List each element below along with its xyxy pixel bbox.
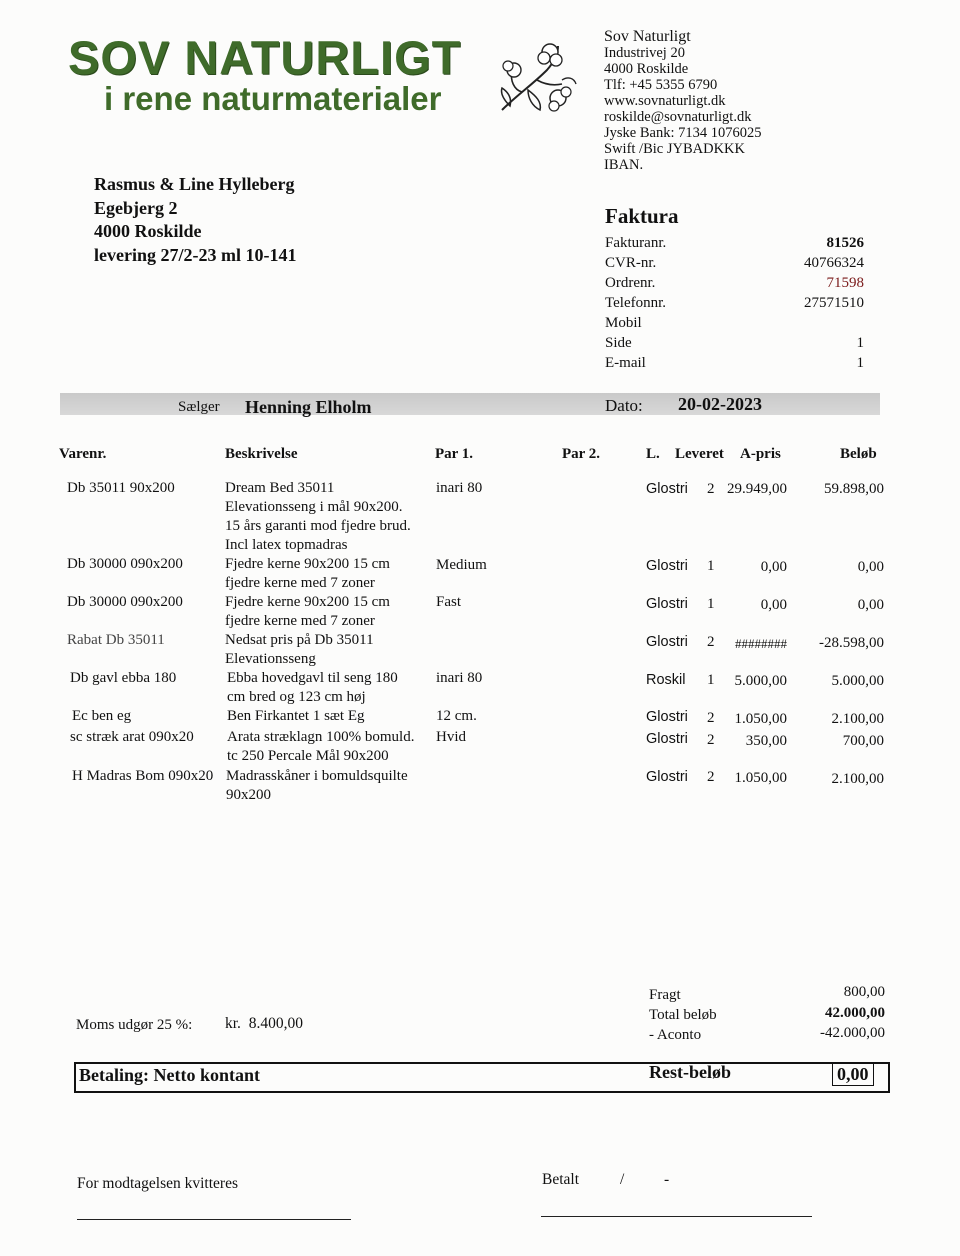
company-email: roskilde@sovnaturligt.dk	[604, 109, 752, 125]
header-delivered: Leveret	[675, 446, 724, 462]
company-address-block	[604, 29, 761, 173]
page-number: 1	[856, 335, 864, 351]
mobile-number	[804, 313, 864, 333]
row-item-no: Rabat Db 35011	[67, 632, 165, 648]
row-item-no: Db 35011 90x200	[67, 480, 175, 496]
desc-line: Incl latex topmadras	[225, 537, 348, 553]
vat-prefix: kr.	[225, 1015, 241, 1032]
desc-line: tc 250 Percale Mål 90x200	[227, 748, 389, 764]
desc-line: fjedre kerne med 7 zoner	[225, 613, 375, 629]
row-item-no: Db 30000 090x200	[67, 556, 183, 572]
row-location: Glostri	[646, 709, 688, 725]
header-par1: Par 1.	[435, 446, 474, 462]
aconto-label: - Aconto	[649, 1027, 702, 1043]
row-amount: 700,00	[842, 733, 884, 749]
payment-terms: Betaling: Netto kontant	[79, 1065, 260, 1085]
row-unit-price: ########	[735, 636, 787, 651]
row-quantity: 2	[707, 769, 715, 785]
row-description	[226, 767, 408, 805]
company-website: www.sovnaturligt.dk	[604, 93, 726, 109]
row-unit-price: 29.949,00	[727, 481, 787, 497]
row-location: Glostri	[646, 596, 688, 612]
row-item-no: Db gavl ebba 180	[70, 670, 177, 686]
desc-line: Fjedre kerne 90x200 15 cm	[225, 594, 390, 610]
row-unit-price: 350,00	[745, 733, 787, 749]
customer-street: Egebjerg 2	[94, 197, 178, 218]
row-par1: Fast	[436, 594, 462, 610]
row-par1: 12 cm.	[436, 708, 477, 724]
row-description	[225, 631, 374, 669]
header-amount: Beløb	[840, 446, 877, 462]
row-description	[225, 479, 411, 555]
paid-signature-line	[541, 1216, 812, 1217]
company-logo-tagline: i rene naturmaterialer	[104, 80, 442, 117]
customer-address-block	[94, 173, 296, 267]
row-description	[227, 728, 414, 766]
desc-line: Elevationsseng	[225, 651, 316, 667]
row-amount: 2.100,00	[831, 771, 884, 787]
row-par1: Medium	[436, 557, 487, 573]
freight-label: Fragt	[649, 987, 681, 1003]
row-quantity: 2	[707, 710, 715, 726]
info-label: Ordrenr.	[605, 275, 656, 291]
row-quantity: 2	[707, 634, 715, 650]
row-amount: 2.100,00	[831, 711, 884, 727]
phone-number: 27571510	[804, 295, 864, 311]
company-swift: Swift /Bic JYBADKKK	[604, 141, 745, 157]
cotton-flower-icon	[492, 40, 580, 118]
desc-line: fjedre kerne med 7 zoner	[225, 575, 375, 591]
desc-line: Fjedre kerne 90x200 15 cm	[225, 556, 390, 572]
seller-label: Sælger	[178, 399, 220, 415]
delivery-note: levering 27/2-23 ml 10-141	[94, 244, 297, 265]
invoice-info-labels	[605, 233, 666, 373]
row-description	[227, 707, 365, 726]
desc-line: Madrasskåner i bomuldsquilte	[226, 768, 408, 784]
rest-amount-value: 0,00	[832, 1063, 874, 1086]
totals-labels	[649, 985, 717, 1045]
company-street: Industrivej 20	[604, 45, 685, 61]
info-label: Telefonnr.	[605, 295, 667, 311]
desc-line: Dream Bed 35011	[225, 480, 335, 496]
desc-line: 15 års garanti mod fjedre brud.	[225, 518, 411, 534]
row-par1: inari 80	[436, 480, 483, 496]
row-location: Glostri	[646, 769, 688, 785]
row-quantity: 1	[707, 596, 715, 612]
row-amount: 0,00	[857, 559, 884, 575]
row-amount: 0,00	[857, 597, 884, 613]
row-location: Glostri	[646, 634, 688, 650]
info-label: Fakturanr.	[605, 235, 667, 251]
total-label: Total beløb	[649, 1007, 717, 1023]
totals-values	[820, 982, 885, 1044]
company-iban: IBAN.	[604, 157, 644, 173]
header-par2: Par 2.	[562, 446, 601, 462]
row-quantity: 1	[707, 558, 715, 574]
total-value: 42.000,00	[825, 1004, 885, 1021]
row-item-no: Ec ben eg	[72, 708, 132, 724]
aconto-value: -42.000,00	[820, 1025, 885, 1041]
info-label: CVR-nr.	[605, 255, 657, 271]
customer-name: Rasmus & Line Hylleberg	[94, 174, 295, 194]
row-unit-price: 1.050,00	[734, 711, 787, 727]
email-value: 1	[856, 355, 864, 371]
row-item-no: sc stræk arat 090x20	[70, 729, 194, 745]
row-unit-price: 5.000,00	[734, 673, 787, 689]
desc-line: 90x200	[226, 787, 271, 803]
invoice-info-values	[804, 233, 864, 373]
row-description	[227, 669, 398, 707]
row-amount: -28.598,00	[819, 635, 884, 651]
row-par1: inari 80	[436, 670, 483, 686]
header-item-no: Varenr.	[59, 446, 107, 462]
info-label: Mobil	[605, 315, 642, 331]
rest-amount-label: Rest-beløb	[649, 1062, 731, 1082]
order-number: 71598	[826, 275, 864, 291]
desc-line: Elevationsseng i mål 90x200.	[225, 499, 403, 515]
info-label: E-mail	[605, 355, 646, 371]
header-l: L.	[646, 446, 660, 462]
cvr-number: 40766324	[804, 255, 864, 271]
row-item-no: H Madras Bom 090x20	[72, 768, 214, 784]
desc-line: Ben Firkantet 1 sæt Eg	[227, 708, 365, 724]
row-unit-price: 1.050,00	[734, 770, 787, 786]
row-unit-price: 0,00	[760, 559, 787, 575]
row-quantity: 1	[707, 672, 715, 688]
company-city: 4000 Roskilde	[604, 61, 689, 77]
paid-label: Betalt	[542, 1171, 580, 1188]
paid-date-separator: /	[620, 1171, 625, 1188]
invoice-title: Faktura	[605, 204, 679, 228]
row-location: Glostri	[646, 558, 688, 574]
row-par1: Hvid	[436, 729, 466, 745]
freight-value: 800,00	[843, 984, 885, 1000]
row-amount: 59.898,00	[824, 481, 884, 497]
row-item-no: Db 30000 090x200	[67, 594, 183, 610]
row-description	[225, 555, 390, 593]
row-quantity: 2	[707, 481, 715, 497]
company-phone: Tlf: +45 5355 6790	[604, 77, 718, 93]
row-location: Roskil	[646, 672, 686, 688]
row-unit-price: 0,00	[760, 597, 787, 613]
row-amount: 5.000,00	[831, 673, 884, 689]
row-location: Glostri	[646, 731, 688, 747]
header-unit-price: A-pris	[740, 446, 781, 462]
invoice-date: 20-02-2023	[678, 394, 762, 414]
company-name: Sov Naturligt	[604, 28, 691, 45]
header-description: Beskrivelse	[225, 446, 298, 462]
paid-date-separator: -	[664, 1171, 670, 1188]
desc-line: cm bred og 123 cm høj	[227, 689, 366, 705]
row-description	[225, 593, 390, 631]
row-location: Glostri	[646, 481, 688, 497]
vat-value: 8.400,00	[248, 1015, 303, 1032]
info-label: Side	[605, 335, 632, 351]
customer-city: 4000 Roskilde	[94, 221, 202, 241]
row-quantity: 2	[707, 732, 715, 748]
vat-amount	[225, 1015, 303, 1033]
receipt-signature-line	[77, 1219, 351, 1220]
desc-line: Arata stræklagn 100% bomuld.	[227, 729, 415, 745]
invoice-number: 81526	[826, 235, 864, 251]
company-logo-title: SOV NATURLIGT	[68, 31, 462, 84]
company-bank: Jyske Bank: 7134 1076025	[604, 125, 762, 141]
vat-label: Moms udgør 25 %:	[76, 1017, 193, 1033]
receipt-label: For modtagelsen kvitteres	[77, 1175, 238, 1192]
seller-name: Henning Elholm	[245, 397, 372, 417]
desc-line: Ebba hovedgavl til seng 180	[227, 670, 398, 686]
desc-line: Nedsat pris på Db 35011	[225, 632, 374, 648]
date-label: Dato:	[605, 396, 643, 415]
